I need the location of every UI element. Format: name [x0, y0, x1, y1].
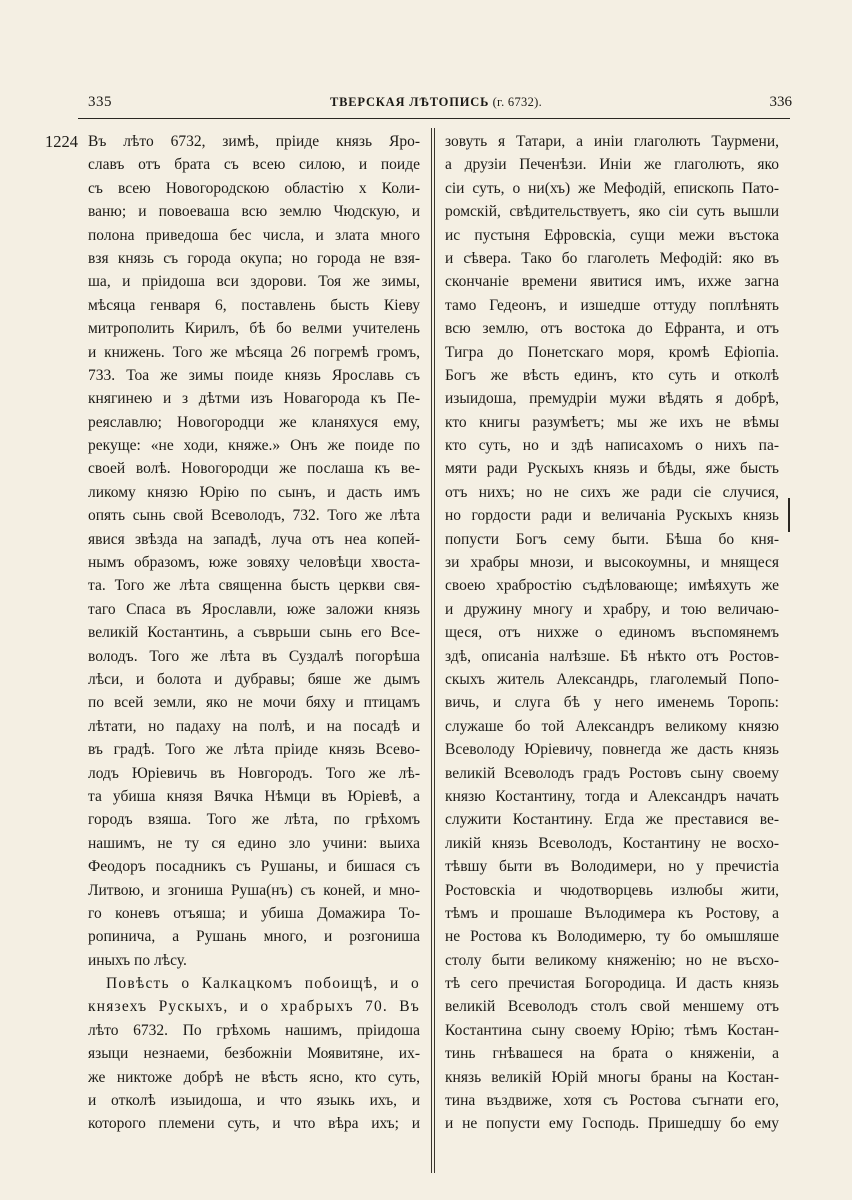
text-line: скыхъ житель Александрь, глаголемый Попо- [445, 670, 779, 688]
text-line: князю Костантину, тогда и Александръ начать [445, 787, 779, 805]
text-line: тѣвшу быти въ Володимери, но у пречистіа [445, 858, 779, 876]
text-line: го коневъ отъяша; и убиша Домажира То- [88, 904, 420, 922]
text-line: служити Костантину. Егда же преставися ве- [445, 811, 779, 829]
text-line: изыидоша, премудріи мужи вѣдять я добрѣ, [445, 390, 779, 408]
text-line: и сѣвера. Тако бо глаголеть Мефодій: яко въ [445, 249, 779, 267]
text-line: вичь, и слуга бѣ у него именемь Торопь: [445, 694, 779, 712]
column-divider [434, 128, 435, 1173]
text-line: Повѣсть о Калкацкомъ побоищѣ, и о [106, 975, 420, 993]
text-line: ваню; и повоеваша всю землю Чюдскую, и [88, 203, 420, 221]
text-line: въ градѣ. Того же лѣта пріиде князь Всево- [88, 741, 420, 759]
text-line: попусти Богъ сему быти. Бѣша бо кня- [445, 530, 779, 548]
page-header [80, 94, 792, 116]
column-divider [431, 128, 432, 1173]
text-line: своей волѣ. Новогородци же послаша къ ве- [88, 460, 420, 478]
text-line: кто суть, но и здѣ написахомъ о нихъ па- [445, 437, 779, 455]
text-line: нашимъ, не ту ся едино зло учини: выиха [88, 834, 420, 852]
text-line: зи храбры мнози, и высокоумны, и мнящеся [445, 554, 779, 572]
right-column [445, 130, 779, 1136]
text-line: ликій князь Всеволодъ, Костантину не восхо- [445, 834, 779, 852]
text-line: князь великій Юрій многы браны на Костан- [445, 1068, 779, 1086]
text-line: взя князь съ города окупа; но города не взя- [88, 249, 420, 267]
text-line: Ростовскіа и чюдотворцевь излюбы жити, [445, 881, 779, 899]
text-line: съ всею Новогородскою областію х Коли- [88, 179, 420, 197]
text-line: явися звѣзда на западѣ, луча отъ неа копей- [88, 530, 420, 548]
text-line: и книжень. Того же мѣсяца 26 погремѣ громъ, [88, 343, 420, 361]
text-line: скончаніе времени явитися имъ, ихже загна [445, 273, 779, 291]
text-line: полона приведоша бес числа, и злата много [88, 226, 420, 244]
margin-mark [788, 498, 790, 532]
text-line: 733. Тоа же зимы поиде князь Ярославь съ [88, 366, 420, 384]
text-line: и дружину многу и храбру, и тою величаю- [445, 600, 779, 618]
text-line: щеся, отъ нихже о единомъ въспомянемъ [445, 624, 779, 642]
running-head [80, 95, 792, 110]
text-line: митрополить Кирилъ, бѣ бо велми учителень [88, 320, 420, 338]
text-line: тамо Гедеонъ, и изшедше оттуду поплѣнять [445, 296, 779, 314]
text-line: рекуще: «не ходи, княже.» Онъ же поиде по [88, 437, 420, 455]
text-line: не Ростова къ Володимерю, ту бо омышляше [445, 928, 779, 946]
text-line: та убиша князя Вячка Нѣмци въ Юріевѣ, а [88, 787, 420, 805]
text-line: Тигра до Понетскаго моря, кромѣ Ефіопіа. [445, 343, 779, 361]
text-line: служаше бо той Александръ великому князю [445, 717, 779, 735]
text-line: городъ взяша. Того же лѣта, по грѣхомъ [88, 811, 420, 829]
text-line: ропинича, а Рушань много, и розгониша [88, 928, 420, 946]
text-line: славъ отъ брата съ всею силою, и поиде [88, 156, 420, 174]
text-line: лѣси, и болота и дубравы; бяше же дымъ [88, 670, 420, 688]
text-line: языци незнаеми, безбожніи Моявитяне, их- [88, 1045, 420, 1063]
text-line: лодъ Юріевичь въ Новгородъ. Того же лѣ- [88, 764, 420, 782]
text-line: лѣто 6732. По грѣхомь нашимъ, пріидоша [88, 1021, 420, 1039]
left-column [88, 130, 420, 1136]
text-line: великій Костантинь, а съврьши сынь его Все- [88, 624, 420, 642]
text-line: таго Спаса въ Ярославли, юже заложи князь [88, 600, 420, 618]
text-line: володъ. Того же лѣта въ Суздалѣ погорѣша [88, 647, 420, 665]
text-line: Въ лѣто 6732, зимѣ, пріиде князь Яро- [88, 133, 420, 150]
text-line: великій Всеволодъ столъ свой меншему отъ [445, 998, 779, 1016]
text-line: зовуть я Татари, а инiи глаголють Таурмени, [445, 133, 779, 150]
text-line: Феодоръ посадникъ съ Рушаны, и бишася съ [88, 858, 420, 876]
text-line: сіи суть, о ни(хъ) же Мефодій, епископь Пато- [445, 179, 779, 197]
text-line: нымъ образомъ, юже зовяху человѣци хвоста- [88, 554, 420, 572]
text-line: столу быти великому княженію; но не въсхо- [445, 951, 779, 969]
running-head-year: (г. 6732). [492, 95, 543, 109]
text-line: и отколѣ изыидоша, и что языкь ихъ, и [88, 1092, 420, 1110]
text-line: та. Того же лѣта священна бысть церкви свя- [88, 577, 420, 595]
text-line: княгинею и з дѣтми изъ Новагорода къ Пе- [88, 390, 420, 408]
text-line: своею храбростію съдѣловающе; имѣяхуть же [445, 577, 779, 595]
text-line: Богъ же вѣсть единъ, кто суть и отколѣ [445, 366, 779, 384]
text-line: отъ нихъ; но не сихъ же ради сіе случися, [445, 483, 779, 501]
text-line: и не попусти ему Господь. Пришедшу бо ему [445, 1115, 779, 1133]
text-line: здѣ, описаніа налѣзше. Бѣ нѣкто отъ Ростов- [445, 647, 779, 665]
text-line: мяти ради Рускыхъ князь и бѣды, яже бысть [445, 460, 779, 478]
text-line: ликому князю Юрію по сынъ, и дасть имъ [88, 483, 420, 501]
text-line: тѣ сего пречистая Богородица. И дасть князь [445, 975, 779, 993]
text-line: ша, и пріидоша вси здорови. Тоя же зимы, [88, 273, 420, 291]
margin-year: 1224 [45, 132, 78, 151]
text-line: иныхъ по лѣсу. [88, 951, 187, 969]
text-line: лѣтати, но падаху на полѣ, и на посадѣ и [88, 717, 420, 735]
header-rule [78, 118, 790, 119]
text-line: опять сынь свой Всеволодъ, 732. Того же лѣта [88, 507, 420, 525]
page-number-left: 335 [88, 94, 112, 110]
text-line: Всеволоду Юріевичу, повнегда же дасть князь [445, 741, 779, 759]
text-line: тинь гнѣвашеся на брата о княженіи, а [445, 1045, 779, 1063]
text-line: ромскій, свѣдительствуетъ, яко сіи суть вышли [445, 203, 779, 221]
text-line: тина въздвиже, хотя съ Ростова съгнати его, [445, 1092, 779, 1110]
text-line: по всей земли, яко не мочи бяху и птицамъ [88, 694, 420, 712]
text-line: же никтоже добрѣ не вѣсть ясно, кто суть, [88, 1068, 420, 1086]
text-line: Литвою, и згониша Руша(нъ) съ коней, и мно- [88, 881, 420, 899]
text-line: реяславлю; Новогородци же кланяхуся ему, [88, 413, 420, 431]
text-line: кто книгы разумѣетъ; мы же ихъ не вѣмы [445, 413, 779, 431]
text-line: а друзiи Печенѣзи. Иніи же глаголють, яко [445, 156, 779, 174]
text-line: но гордости ради и величаніа Рускыхъ князь [445, 507, 779, 525]
text-line: тѣмъ и прошаше Вълодимера къ Ростову, а [445, 904, 779, 922]
text-line: великій Всеволодъ градъ Ростовъ сыну своему [445, 764, 779, 782]
text-line: которого племени суть, и что вѣра ихъ; и [88, 1115, 420, 1133]
text-line: мѣсяца генваря 6, поставлень бысть Кіеву [88, 296, 420, 314]
page-number-right: 336 [769, 94, 792, 110]
text-line: Костантина сыну своему Юрію; тѣмъ Костан- [445, 1021, 779, 1039]
running-head-title: ТВЕРСКАЯ ЛѢТОПИСЬ [329, 95, 490, 109]
text-line: князехъ Рускыхъ, и о храбрыхъ 70. Въ [88, 998, 420, 1016]
text-line: всю землю, отъ востока до Ефранта, и отъ [445, 320, 779, 338]
text-line: ис пустыня Ефровскіа, сущи межи въстока [445, 226, 779, 244]
